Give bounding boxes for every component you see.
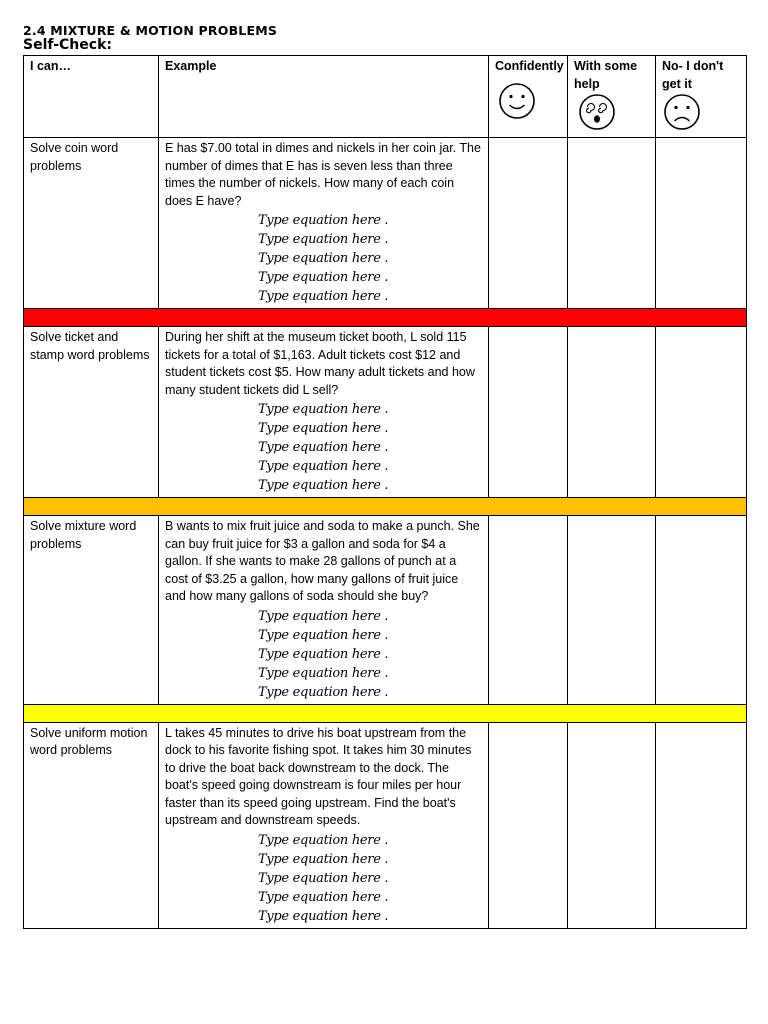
separator-row-red xyxy=(24,309,747,327)
equation-placeholder[interactable]: Type equation here . xyxy=(258,421,389,436)
skill-row-coin xyxy=(24,138,747,309)
equation-list xyxy=(165,211,482,306)
header-row xyxy=(24,56,747,138)
equation-placeholder[interactable]: Type equation here . xyxy=(258,251,389,266)
equation-placeholder[interactable]: Type equation here . xyxy=(258,608,389,624)
equation-list xyxy=(165,400,482,495)
confidently-cell[interactable] xyxy=(489,327,568,498)
no-cell[interactable] xyxy=(656,327,747,498)
example-text: During her shift at the museum ticket booth, L sold 115 tickets for a total of $1,163. Adult tickets cost $12 and student tickets cost $5. How many adult tickets and how many student tickets did L sell? xyxy=(165,330,475,397)
equation-placeholder[interactable]: Type equation here . xyxy=(258,402,389,417)
separator-row-yellow xyxy=(24,704,747,722)
equation-placeholder[interactable]: Type equation here . xyxy=(258,870,389,886)
no-cell[interactable] xyxy=(656,516,747,705)
header-example: Example xyxy=(159,56,489,138)
equation-placeholder[interactable]: Type equation here . xyxy=(258,289,389,304)
equation-placeholder[interactable]: Type equation here . xyxy=(258,646,389,662)
example-cell xyxy=(159,516,489,705)
confidently-cell[interactable] xyxy=(489,516,568,705)
with-help-cell[interactable] xyxy=(568,722,656,928)
equation-placeholder[interactable]: Type equation here . xyxy=(258,889,389,905)
no-cell[interactable] xyxy=(656,722,747,928)
document-title: 2.4 MIXTURE & MOTION PROBLEMS xyxy=(23,23,278,38)
separator-row-orange xyxy=(24,498,747,516)
equation-placeholder[interactable]: Type equation here . xyxy=(258,684,389,700)
sad-face-icon xyxy=(663,93,701,131)
equation-placeholder[interactable]: Type equation here . xyxy=(258,851,389,867)
example-cell xyxy=(159,722,489,928)
example-cell xyxy=(159,327,489,498)
smiley-face-icon xyxy=(498,82,536,120)
header-no: No- I don't get it xyxy=(656,56,747,138)
dizzy-face-icon xyxy=(578,93,616,131)
no-cell[interactable] xyxy=(656,138,747,309)
skill-cell: Solve coin word problems xyxy=(24,138,159,309)
skill-row-mixture xyxy=(24,516,747,705)
equation-placeholder[interactable]: Type equation here . xyxy=(258,459,389,474)
separator-bar xyxy=(24,309,747,327)
skill-cell: Solve ticket and stamp word problems xyxy=(24,327,159,498)
example-text: E has $7.00 total in dimes and nickels in her coin jar. The number of dimes that E has is seven less than three times the number of nickels. How many of each coin does E have? xyxy=(165,141,481,208)
equation-list xyxy=(165,607,482,702)
equation-placeholder[interactable]: Type equation here . xyxy=(258,832,389,848)
equation-placeholder[interactable]: Type equation here . xyxy=(258,908,389,924)
header-ican: I can… xyxy=(24,56,159,138)
with-help-cell[interactable] xyxy=(568,327,656,498)
skill-cell: Solve mixture word problems xyxy=(24,516,159,705)
skill-row-ticket xyxy=(24,327,747,498)
with-help-cell[interactable] xyxy=(568,138,656,309)
header-confidently: Confidently xyxy=(489,56,568,138)
equation-list xyxy=(165,831,482,926)
self-check-table xyxy=(23,55,747,929)
equation-placeholder[interactable]: Type equation here . xyxy=(258,440,389,455)
confidently-cell[interactable] xyxy=(489,138,568,309)
separator-bar xyxy=(24,704,747,722)
example-text: B wants to mix fruit juice and soda to make a punch. She can buy fruit juice for $3 a gallon and soda for $4 a gallon. If she wants to make 28 gallons of punch at a cost of $3.25 a gallon, how many gallons of fruit juice and how many gallons of soda should she buy? xyxy=(165,519,480,603)
equation-placeholder[interactable]: Type equation here . xyxy=(258,627,389,643)
equation-placeholder[interactable]: Type equation here . xyxy=(258,232,389,247)
equation-placeholder[interactable]: Type equation here . xyxy=(258,213,389,228)
equation-placeholder[interactable]: Type equation here . xyxy=(258,478,389,493)
separator-bar xyxy=(24,498,747,516)
confidently-cell[interactable] xyxy=(489,722,568,928)
example-cell xyxy=(159,138,489,309)
header-with-help: With some help xyxy=(568,56,656,138)
example-text: L takes 45 minutes to drive his boat upstream from the dock to his favorite fishing spot. It takes him 30 minutes to drive the boat back downstream to the dock. The boat's speed going downstream is four miles per hour faster than its speed going upstream. Find the boat's upstream and downstream speeds. xyxy=(165,725,472,827)
equation-placeholder[interactable]: Type equation here . xyxy=(258,665,389,681)
skill-cell: Solve uniform motion word problems xyxy=(24,722,159,928)
skill-row-motion xyxy=(24,722,747,928)
equation-placeholder[interactable]: Type equation here . xyxy=(258,270,389,285)
self-check-heading: Self-Check: xyxy=(23,37,112,53)
with-help-cell[interactable] xyxy=(568,516,656,705)
